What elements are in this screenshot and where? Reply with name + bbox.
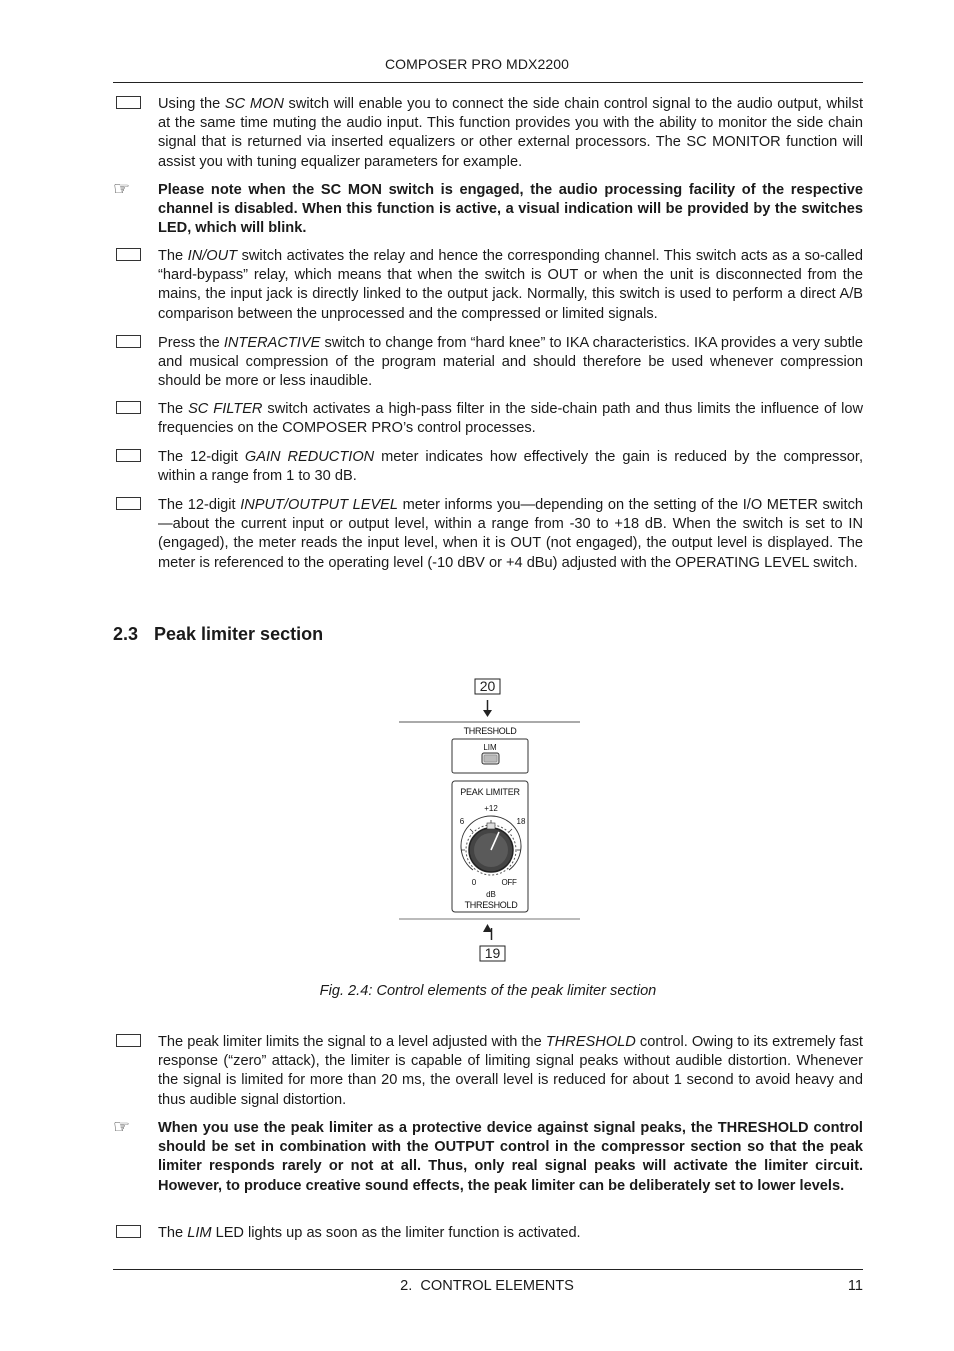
paragraph-lim-led: The LIM LED lights up as soon as the limiter function is activated. xyxy=(158,1225,581,1241)
threshold-bottom-label: THRESHOLD xyxy=(464,900,518,910)
arrow-down-icon xyxy=(483,710,492,717)
paragraph-gain-reduction: The 12-digit GAIN REDUCTION meter indicates how effectively the gain is reduced by the compressor, within a range from 1 to 30 dB. xyxy=(158,449,863,485)
footer-rule xyxy=(113,1269,863,1270)
knob-mark-top: +12 xyxy=(484,804,498,813)
header-rule xyxy=(113,82,863,83)
paragraph-peak-limiter: The peak limiter limits the signal to a level adjusted with the THRESHOLD control. Owing to its extremely fast response (“zero” attack), the limiter is capable of limiting signal peaks without audible distortion. Whenever the signal is limited for more than 20 ms, the overall level is reduced for about 1 second to avoid heavy and thus audible signal distortion. xyxy=(158,1034,863,1108)
knob-mark-bottom-right: OFF xyxy=(501,878,517,887)
checkbox-icon xyxy=(116,248,141,261)
figure-caption: Fig. 2.4: Control elements of the peak limiter section xyxy=(319,983,657,999)
checkbox-icon xyxy=(116,96,141,109)
page-header: COMPOSER PRO MDX2200 xyxy=(384,56,570,72)
note-sc-mon: Please note when the SC MON switch is engaged, the audio processing facility of the respective channel is disabled. When this function is active, a visual indication will be provided by the switches LED, which will blink. xyxy=(158,182,863,237)
paragraph-io-level: The 12-digit INPUT/OUTPUT LEVEL meter informs you—depending on the setting of the I/O METER switch—about the current input or output level, within a range from -30 to +18 dB. When the switch is set to IN (engaged), the meter reads the input level, when it is OUT (not engaged), the output level is displayed. The meter is referenced to the operating level (-10 dBV or +4 dBu) adjusted with the OPERATING LEVEL switch. xyxy=(158,497,863,571)
callout-20: 20 xyxy=(479,678,496,694)
footer-chapter: 2. CONTROL ELEMENTS xyxy=(400,1278,574,1294)
checkbox-icon xyxy=(116,497,141,510)
arrow-up-icon xyxy=(483,924,492,932)
knob-mark-right: 18 xyxy=(516,817,526,826)
callout-19: 19 xyxy=(484,945,501,961)
paragraph-in-out: The IN/OUT switch activates the relay and hence the corresponding channel. This switch acts as a so-called “hard-bypass” relay, which means that when the switch is OUT or when the unit is disconnected from the mains, the input jack is directly linked to the output jack. Normally, this switch is used to perform a direct A/B comparison between the unprocessed and the compressed or limited signals. xyxy=(158,248,863,322)
peak-limiter-title: PEAK LIMITER xyxy=(460,787,520,797)
lim-led-label: LIM xyxy=(483,743,497,752)
section-heading: 2.3 Peak limiter section xyxy=(113,624,324,644)
paragraph-sc-filter: The SC FILTER switch activates a high-pass filter in the side-chain path and thus limits the influence of low frequencies on the COMPOSER PRO’s control processes. xyxy=(158,401,863,437)
paragraph-interactive: Press the INTERACTIVE switch to change from “hard knee” to IKA characteristics. IKA provides a very subtle and musical compression of the program material and should therefore be used whenever compression should be more or less inaudible. xyxy=(158,335,863,390)
checkbox-icon xyxy=(116,449,141,462)
note-peak-limiter: When you use the peak limiter as a protective device against signal peaks, the THRESHOLD control should be set in combination with the OUTPUT control in the compressor section so that the peak limiter responds rarely or not at all. Thus, only real signal peaks will activate the limiter circuit. However, to produce creative sound effects, the peak limiter can be deliberately set to lower levels. xyxy=(158,1120,863,1194)
knob-mark-left: 6 xyxy=(459,817,465,826)
checkbox-icon xyxy=(116,1225,141,1238)
paragraph-sc-mon: Using the SC MON switch will enable you to connect the side chain control signal to the audio output, whilst at the same time muting the audio input. This function provides you with the ability to monitor the side chain signal that is returned via inserted equalizers or other external processors. The SC MONITOR function will assist you with tuning equalizer parameters for example. xyxy=(158,96,864,170)
page-number: 11 xyxy=(847,1278,863,1294)
checkbox-icon xyxy=(116,335,141,348)
pointing-hand-icon: ☞ xyxy=(113,179,131,200)
checkbox-icon xyxy=(116,401,141,414)
knob-mark-bottom-left: 0 xyxy=(471,878,477,887)
unit-label: dB xyxy=(486,890,496,899)
peak-limiter-figure xyxy=(398,676,582,971)
pointing-hand-icon: ☞ xyxy=(113,1117,131,1138)
threshold-top-label: THRESHOLD xyxy=(463,726,517,736)
checkbox-icon xyxy=(116,1034,141,1047)
